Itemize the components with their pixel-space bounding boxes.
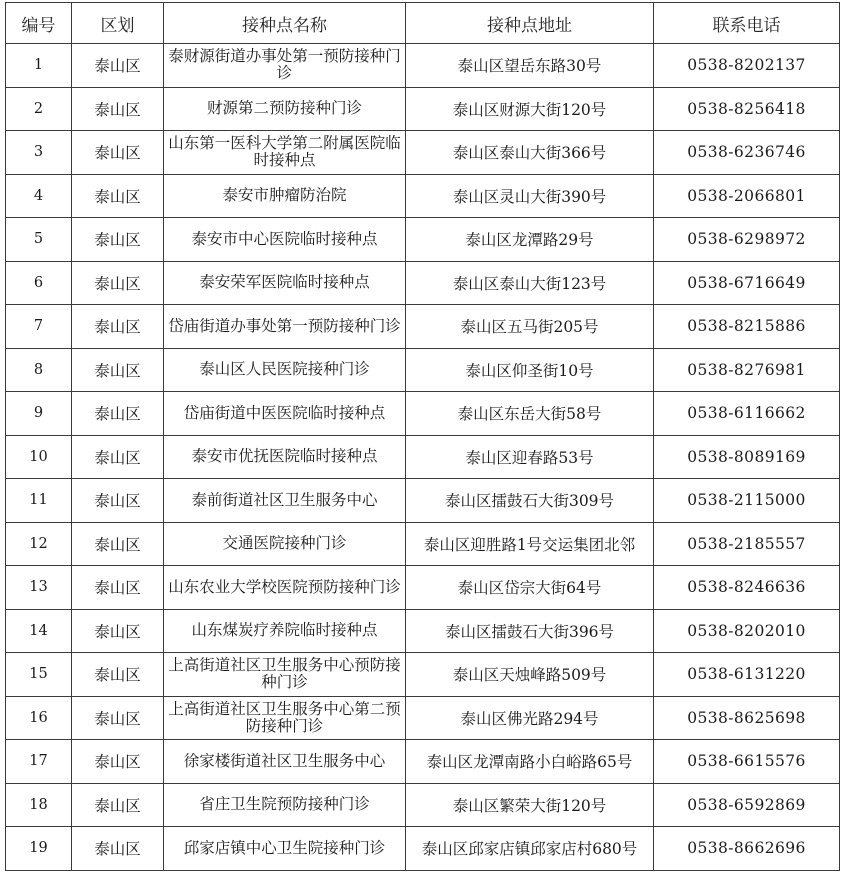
table-row [6, 174, 840, 218]
cell-site-name: 泰安市中心医院临时接种点 [164, 218, 406, 262]
cell-site-name: 邱家店镇中心卫生院接种门诊 [164, 827, 406, 871]
cell-number: 10 [6, 435, 72, 479]
table-body [6, 44, 840, 871]
table-row [6, 44, 840, 88]
cell-number: 7 [6, 305, 72, 349]
cell-phone: 0538-6615576 [654, 740, 840, 784]
table-row [6, 435, 840, 479]
cell-site-name: 泰前街道社区卫生服务中心 [164, 479, 406, 523]
table-row [6, 740, 840, 784]
cell-number: 18 [6, 783, 72, 827]
cell-number: 17 [6, 740, 72, 784]
cell-site-name: 山东第一医科大学第二附属医院临时接种点 [164, 131, 406, 175]
cell-site-name: 上高街道社区卫生服务中心第二预防接种门诊 [164, 696, 406, 740]
cell-number: 5 [6, 218, 72, 262]
cell-site-name: 交通医院接种门诊 [164, 522, 406, 566]
table-row [6, 783, 840, 827]
header-site-address: 接种点地址 [406, 3, 654, 44]
table-header-row [6, 3, 840, 44]
cell-district: 泰山区 [72, 261, 164, 305]
table-row [6, 348, 840, 392]
cell-site-address: 泰山区五马街205号 [406, 305, 654, 349]
cell-district: 泰山区 [72, 435, 164, 479]
cell-site-address: 泰山区擂鼓石大街309号 [406, 479, 654, 523]
cell-site-address: 泰山区灵山大街390号 [406, 174, 654, 218]
cell-number: 6 [6, 261, 72, 305]
cell-number: 9 [6, 392, 72, 436]
cell-site-address: 泰山区迎春路53号 [406, 435, 654, 479]
cell-number: 1 [6, 44, 72, 88]
cell-site-name: 岱庙街道办事处第一预防接种门诊 [164, 305, 406, 349]
cell-district: 泰山区 [72, 131, 164, 175]
cell-phone: 0538-8246636 [654, 566, 840, 610]
cell-site-name: 泰安市肿瘤防治院 [164, 174, 406, 218]
cell-number: 2 [6, 87, 72, 131]
cell-phone: 0538-8256418 [654, 87, 840, 131]
cell-phone: 0538-8662696 [654, 827, 840, 871]
cell-site-address: 泰山区繁荣大街120号 [406, 783, 654, 827]
cell-district: 泰山区 [72, 609, 164, 653]
cell-district: 泰山区 [72, 479, 164, 523]
cell-phone: 0538-8089169 [654, 435, 840, 479]
cell-site-name: 财源第二预防接种门诊 [164, 87, 406, 131]
cell-phone: 0538-6716649 [654, 261, 840, 305]
cell-district: 泰山区 [72, 653, 164, 697]
cell-phone: 0538-8625698 [654, 696, 840, 740]
cell-site-address: 泰山区龙潭路29号 [406, 218, 654, 262]
table-row [6, 87, 840, 131]
header-phone: 联系电话 [654, 3, 840, 44]
cell-site-address: 泰山区仰圣街10号 [406, 348, 654, 392]
cell-phone: 0538-2115000 [654, 479, 840, 523]
cell-number: 4 [6, 174, 72, 218]
cell-district: 泰山区 [72, 218, 164, 262]
cell-number: 13 [6, 566, 72, 610]
vaccination-sites-table [5, 2, 840, 871]
cell-site-address: 泰山区迎胜路1号交运集团北邻 [406, 522, 654, 566]
table-row [6, 522, 840, 566]
table-row [6, 305, 840, 349]
cell-site-address: 泰山区泰山大街123号 [406, 261, 654, 305]
cell-phone: 0538-2185557 [654, 522, 840, 566]
header-number: 编号 [6, 3, 72, 44]
cell-site-name: 徐家楼街道社区卫生服务中心 [164, 740, 406, 784]
cell-phone: 0538-6298972 [654, 218, 840, 262]
header-district: 区划 [72, 3, 164, 44]
cell-district: 泰山区 [72, 827, 164, 871]
cell-phone: 0538-8215886 [654, 305, 840, 349]
cell-phone: 0538-6236746 [654, 131, 840, 175]
cell-site-address: 泰山区擂鼓石大街396号 [406, 609, 654, 653]
cell-number: 15 [6, 653, 72, 697]
cell-number: 16 [6, 696, 72, 740]
cell-site-address: 泰山区望岳东路30号 [406, 44, 654, 88]
cell-phone: 0538-8276981 [654, 348, 840, 392]
cell-number: 14 [6, 609, 72, 653]
table-row [6, 261, 840, 305]
cell-number: 3 [6, 131, 72, 175]
cell-district: 泰山区 [72, 740, 164, 784]
cell-site-address: 泰山区邱家店镇邱家店村680号 [406, 827, 654, 871]
cell-district: 泰山区 [72, 174, 164, 218]
cell-site-name: 泰财源街道办事处第一预防接种门诊 [164, 44, 406, 88]
cell-site-address: 泰山区岱宗大街64号 [406, 566, 654, 610]
table-row [6, 479, 840, 523]
table-row [6, 609, 840, 653]
cell-district: 泰山区 [72, 522, 164, 566]
cell-phone: 0538-6131220 [654, 653, 840, 697]
cell-phone: 0538-6592869 [654, 783, 840, 827]
cell-site-address: 泰山区东岳大街58号 [406, 392, 654, 436]
cell-number: 11 [6, 479, 72, 523]
cell-site-address: 泰山区天烛峰路509号 [406, 653, 654, 697]
cell-number: 19 [6, 827, 72, 871]
table-row [6, 392, 840, 436]
table-row [6, 653, 840, 697]
cell-site-name: 泰安市优抚医院临时接种点 [164, 435, 406, 479]
cell-district: 泰山区 [72, 783, 164, 827]
cell-phone: 0538-6116662 [654, 392, 840, 436]
cell-district: 泰山区 [72, 305, 164, 349]
cell-site-name: 山东农业大学校医院预防接种门诊 [164, 566, 406, 610]
cell-site-name: 泰山区人民医院接种门诊 [164, 348, 406, 392]
cell-site-name: 山东煤炭疗养院临时接种点 [164, 609, 406, 653]
cell-site-address: 泰山区泰山大街366号 [406, 131, 654, 175]
cell-site-name: 上高街道社区卫生服务中心预防接种门诊 [164, 653, 406, 697]
cell-site-name: 岱庙街道中医医院临时接种点 [164, 392, 406, 436]
cell-district: 泰山区 [72, 44, 164, 88]
cell-district: 泰山区 [72, 696, 164, 740]
cell-phone: 0538-8202137 [654, 44, 840, 88]
cell-number: 12 [6, 522, 72, 566]
cell-number: 8 [6, 348, 72, 392]
header-site-name: 接种点名称 [164, 3, 406, 44]
table-row [6, 566, 840, 610]
table-row [6, 696, 840, 740]
cell-phone: 0538-2066801 [654, 174, 840, 218]
table-row [6, 218, 840, 262]
cell-site-address: 泰山区财源大街120号 [406, 87, 654, 131]
cell-district: 泰山区 [72, 566, 164, 610]
table-row [6, 131, 840, 175]
cell-site-name: 泰安荣军医院临时接种点 [164, 261, 406, 305]
table-row [6, 827, 840, 871]
cell-site-name: 省庄卫生院预防接种门诊 [164, 783, 406, 827]
cell-site-address: 泰山区龙潭南路小白峪路65号 [406, 740, 654, 784]
cell-phone: 0538-8202010 [654, 609, 840, 653]
cell-district: 泰山区 [72, 87, 164, 131]
cell-district: 泰山区 [72, 392, 164, 436]
cell-site-address: 泰山区佛光路294号 [406, 696, 654, 740]
cell-district: 泰山区 [72, 348, 164, 392]
